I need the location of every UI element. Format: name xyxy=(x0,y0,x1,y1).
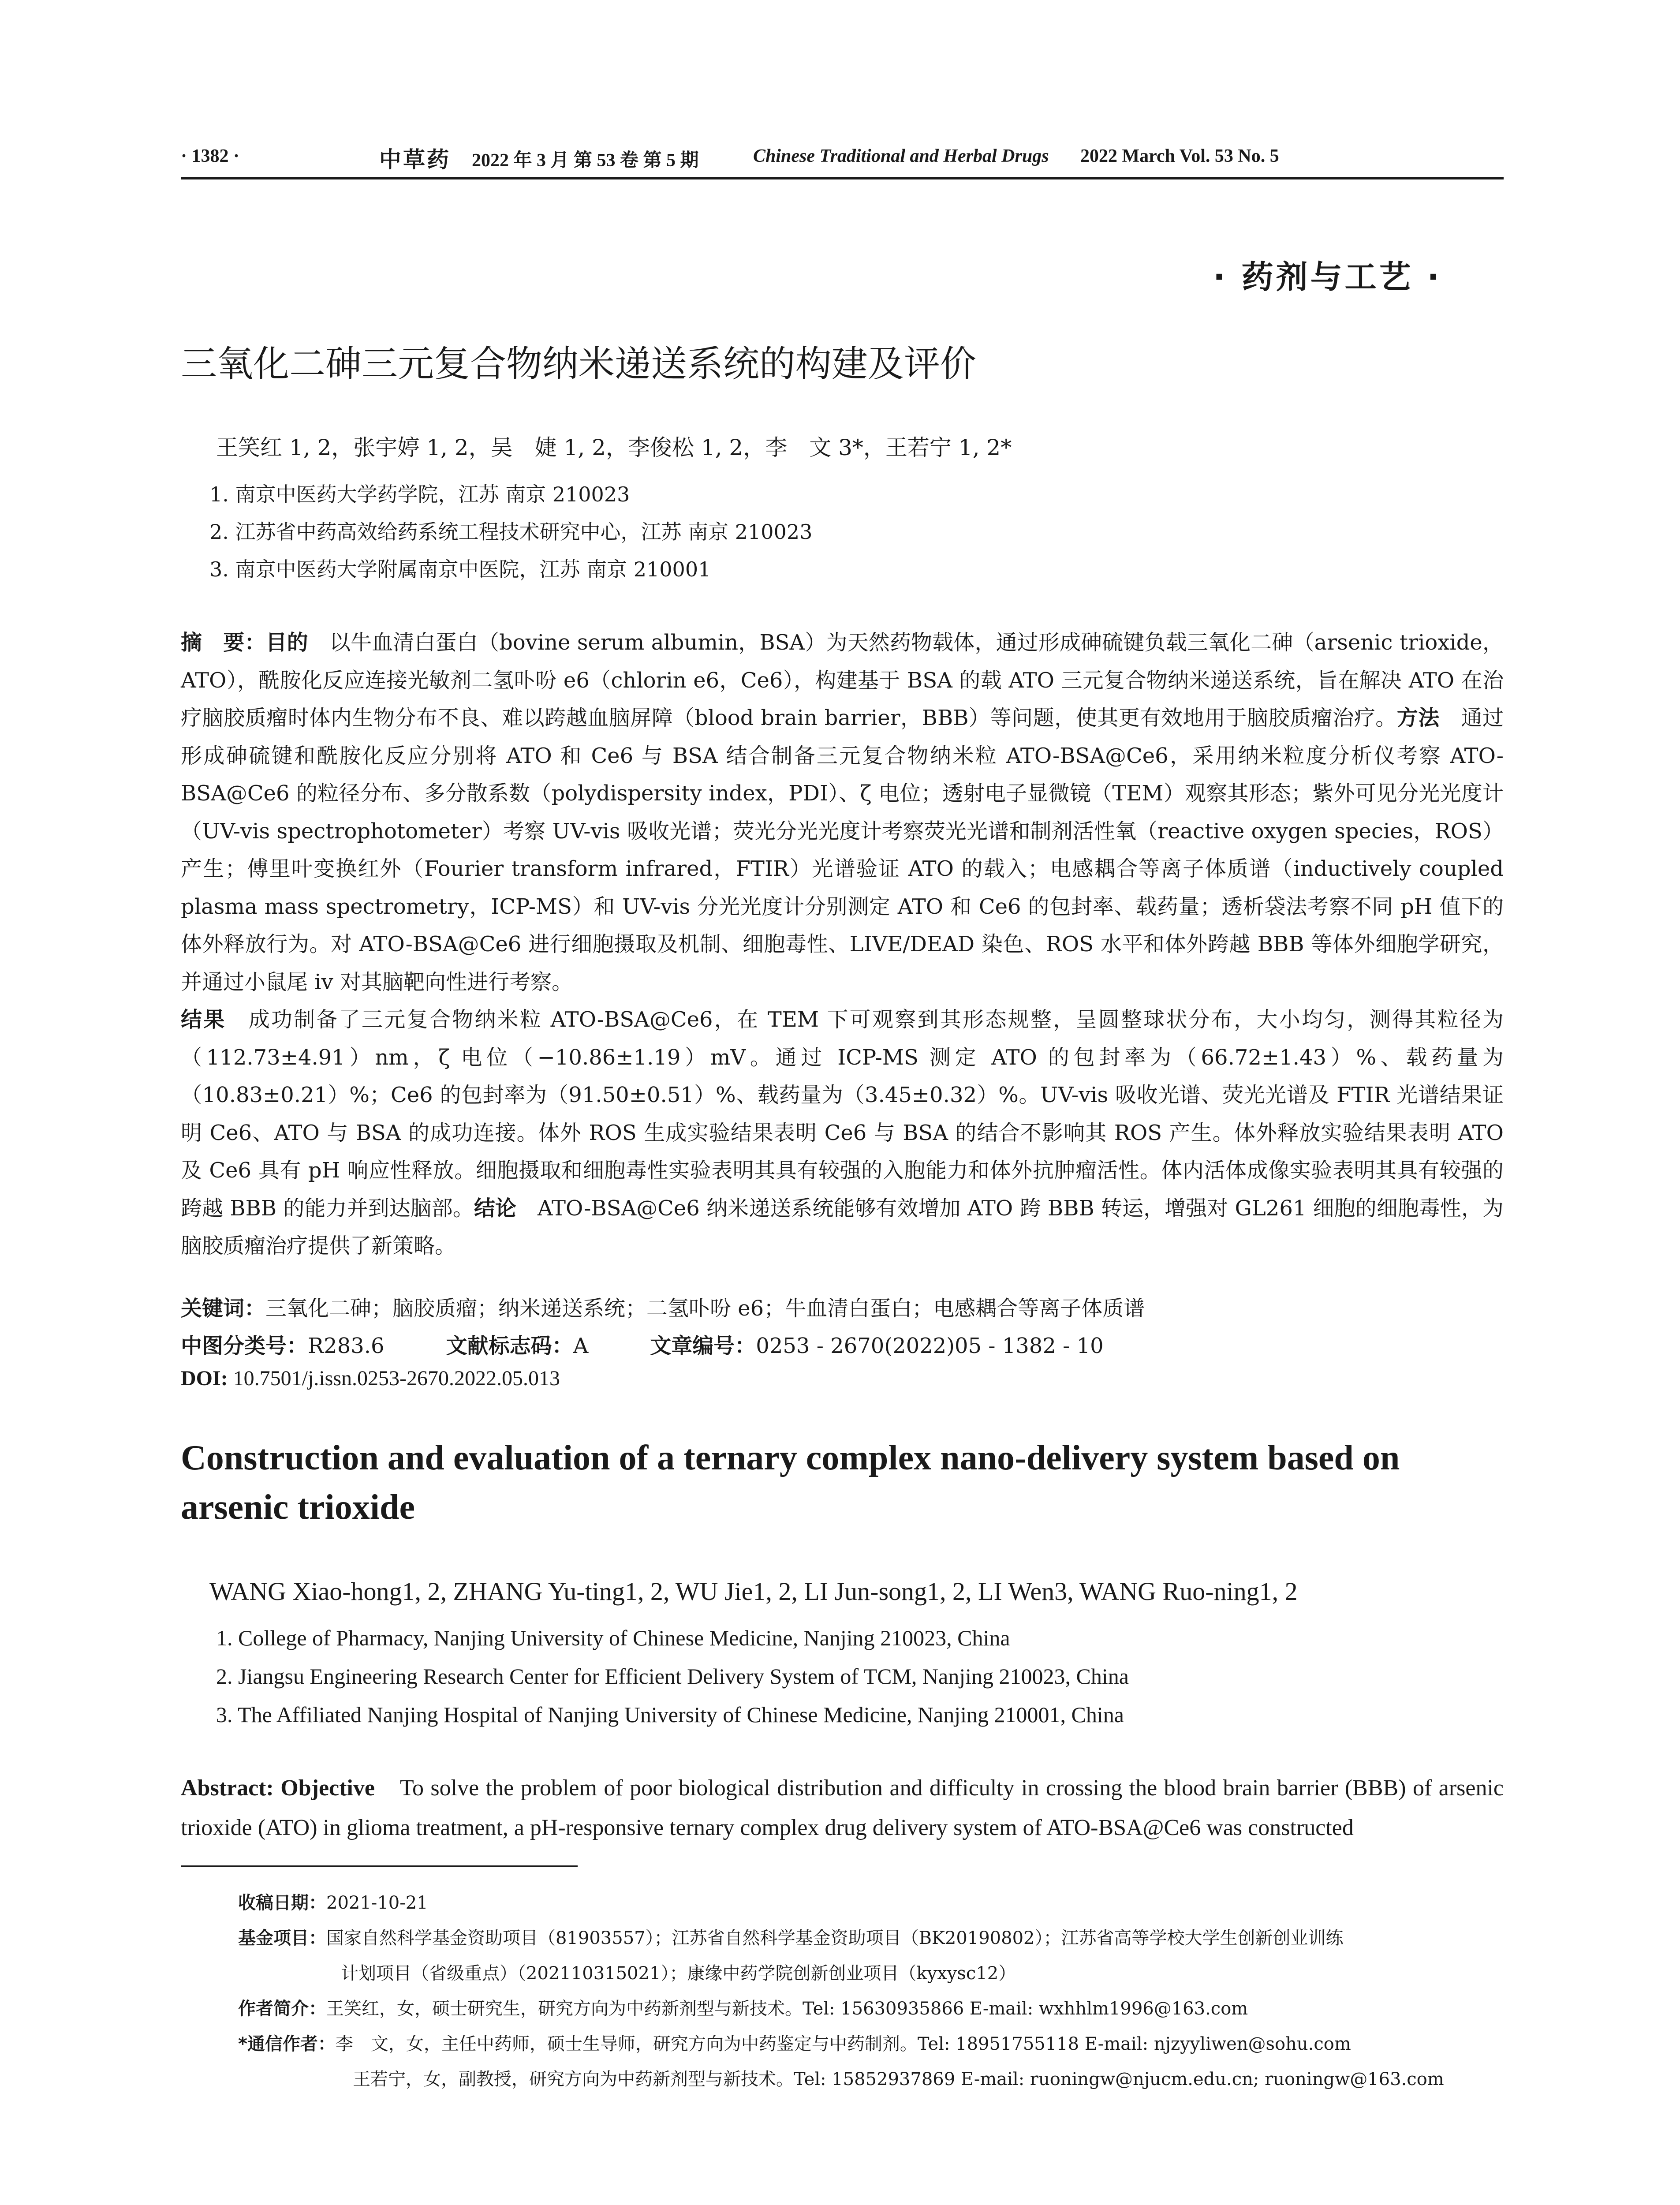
result-text: 成功制备了三元复合物纳米粒 ATO-BSA@Ce6，在 TEM 下可观察到其形态规整，呈圆整球状分布，大小均匀，测得其粒径为（112.73±4.91）nm，ζ 电位（−10.86±1.19）mV。通过 ICP-MS 测定 ATO 的包封率为（66.72±1.43）%、载药量为（10.83±0.21）%；Ce6 的包封率为（91.50±0.51）%、载药量为（3.45±0.32）%。UV-vis 吸收光谱、荧光光谱及 FTIR 光谱结果证明 Ce6、ATO 与 BSA 的成功连接。体外 ROS 生成实验结果表明 Ce6 与 BSA 的结合不影响其 ROS 产生。体外释放实验结果表明 ATO 及 Ce6 具有 pH 响应性释放。细胞摄取和细胞毒性实验表明其具有较强的入胞能力和体外抗肿瘤活性。体内活体成像实验表明其具有较强的跨越 BBB 的能力并到达脑部。 xyxy=(181,1007,1504,1221)
footnote-rule xyxy=(181,1865,578,1867)
abstract-en xyxy=(181,1768,1504,1848)
page-number: · 1382 · xyxy=(181,146,240,166)
issue-en: 2022 March Vol. 53 No. 5 xyxy=(1080,146,1279,166)
footnote-received xyxy=(238,1889,428,1914)
running-header xyxy=(181,146,1504,177)
conclusion-label: 结论 xyxy=(474,1196,516,1221)
footnote-corresponding-2: 王若宁，女，副教授，研究方向为中药新剂型与新技术。Tel: 15852937869 E-mail: ruoningw@njucm.edu.cn; ruoningw@163.com xyxy=(353,2069,1444,2089)
fund-text-1: 国家自然科学基金资助项目（81903557）；江苏省自然科学基金资助项目（BK20190802）；江苏省高等学校大学生创新创业训练 xyxy=(326,1928,1344,1948)
header-rule xyxy=(181,177,1504,179)
affiliation-cn-2: 2. 江苏省中药高效给药系统工程技术研究中心，江苏 南京 210023 xyxy=(209,520,813,544)
keywords-label: 关键词： xyxy=(181,1296,266,1321)
abstract-en-text: To solve the problem of poor biological distribution and difficulty in crossing the blood brain barrier (BBB) of arsenic trioxide (ATO) in glioma treatment, a pH-responsive ternary complex drug delivery system of ATO-BSA@Ce6 was constructed xyxy=(181,1775,1504,1840)
received-label: 收稿日期： xyxy=(238,1893,326,1913)
fund-label: 基金项目： xyxy=(238,1928,326,1948)
corresponding-label: *通信作者： xyxy=(238,2034,336,2054)
footnote-corresponding xyxy=(238,2030,1351,2055)
journal-name-cn: 中草药 xyxy=(379,147,451,172)
affiliation-cn-1: 1. 南京中医药大学药学院，江苏 南京 210023 xyxy=(209,482,630,506)
conclusion-text: ATO-BSA@Ce6 纳米递送系统能够有效增加 ATO 跨 BBB 转运，增强对 GL261 细胞的细胞毒性，为脑胶质瘤治疗提供了新策略。 xyxy=(181,1196,1504,1258)
objective-label: 目的 xyxy=(265,630,308,655)
footnote-fund-cont: 计划项目（省级重点）（202110315021）；康缘中药学院创新创业项目（kyxysc12） xyxy=(341,1963,1016,1984)
affiliation-cn-3: 3. 南京中医药大学附属南京中医院，江苏 南京 210001 xyxy=(209,557,711,581)
keywords xyxy=(181,1291,1145,1322)
doi-label: DOI: xyxy=(181,1367,228,1390)
doc-code-label: 文献标志码： xyxy=(446,1334,573,1358)
section-heading: · 药剂与工艺 · xyxy=(1213,258,1442,295)
result-label: 结果 xyxy=(181,1007,226,1032)
doc-code-value: A xyxy=(573,1334,589,1358)
classification xyxy=(181,1329,1104,1359)
abstract-en-label: Abstract: Objective xyxy=(181,1775,375,1801)
corresponding-text-1: 李 文，女，主任中药师，硕士生导师，研究方向为中药鉴定与中药制剂。Tel: 18951755118 E-mail: njzyyliwen@sohu.com xyxy=(335,2034,1351,2054)
authors-en xyxy=(209,1577,1298,1606)
method-label: 方法 xyxy=(1396,706,1440,730)
clc-label: 中图分类号： xyxy=(181,1334,308,1358)
affiliation-en-2: 2. Jiangsu Engineering Research Center for Efficient Delivery System of TCM, Nanjing 210023, China xyxy=(216,1664,1129,1689)
doi xyxy=(181,1366,560,1390)
author-bio-text: 王笑红，女，硕士研究生，研究方向为中药新剂型与新技术。Tel: 15630935866 E-mail: wxhhlm1996@163.com xyxy=(326,1999,1248,2019)
journal-name-en: Chinese Traditional and Herbal Drugs xyxy=(753,146,1049,166)
footnote-fund xyxy=(238,1924,1343,1949)
doi-value[interactable]: 10.7501/j.issn.0253-2670.2022.05.013 xyxy=(233,1367,560,1390)
affiliation-en-1: 1. College of Pharmacy, Nanjing University of Chinese Medicine, Nanjing 210023, China xyxy=(216,1626,1010,1650)
method-text: 通过形成砷硫键和酰胺化反应分别将 ATO 和 Ce6 与 BSA 结合制备三元复合物纳米粒 ATO-BSA@Ce6，采用纳米粒度分析仪考察 ATO-BSA@Ce6 的粒径分布、多分散系数（polydispersity index，PDI）、ζ 电位；透射电子显微镜（TEM）观察其形态；紫外可见分光光度计（UV-vis spectrophotometer）考察 UV-vis 吸收光谱；荧光分光光度计考察荧光光谱和制剂活性氧（reactive oxygen species，ROS）产生；傅里叶变换红外（Fourier transform infrared，FTIR）光谱验证 ATO 的载入；电感耦合等离子体质谱（inductively coupled plasma mass spectrometry，ICP-MS）和 UV-vis 分光光度计分别测定 ATO 和 Ce6 的包封率、载药量；透析袋法考察不同 pH 值下的体外释放行为。对 ATO-BSA@Ce6 进行细胞摄取及机制、细胞毒性、LIVE/DEAD 染色、ROS 水平和体外跨越 BBB 等体外细胞学研究，并通过小鼠尾 iv 对其脑靶向性进行考察。 xyxy=(181,706,1504,994)
author-bio-label: 作者简介： xyxy=(238,1999,326,2019)
article-title-cn: 三氧化二砷三元复合物纳米递送系统的构建及评价 xyxy=(181,343,977,385)
article-no-label: 文章编号： xyxy=(650,1334,756,1358)
issue-cn: 2022 年 3 月 第 53 卷 第 5 期 xyxy=(472,150,699,171)
abstract-label: 摘 要： xyxy=(181,630,266,655)
clc-value: R283.6 xyxy=(308,1334,385,1358)
objective-text: 以牛血清白蛋白（bovine serum albumin，BSA）为天然药物载体，通过形成砷硫键负载三氧化二砷（arsenic trioxide，ATO），酰胺化反应连接光敏剂二氢卟吩 e6（chlorin e6，Ce6），构建基于 BSA 的载 ATO 三元复合物纳米递送系统，旨在解决 ATO 在治疗脑胶质瘤时体内生物分布不良、难以跨越血脑屏障（blood brain barrier，BBB）等问题，使其更有效地用于脑胶质瘤治疗。 xyxy=(181,630,1504,730)
article-no-value: 0253 - 2670(2022)05 - 1382 - 10 xyxy=(756,1334,1104,1358)
keywords-value: 三氧化二砷；脑胶质瘤；纳米递送系统；二氢卟吩 e6；牛血清白蛋白；电感耦合等离子体质谱 xyxy=(265,1296,1145,1321)
affiliation-en-3: 3. The Affiliated Nanjing Hospital of Nanjing University of Chinese Medicine, Nanjing 210001, China xyxy=(216,1702,1124,1727)
received-date: 2021-10-21 xyxy=(326,1893,428,1913)
authors-en-text: WANG Xiao-hong1, 2, ZHANG Yu-ting1, 2, WU Jie1, 2, LI Jun-song1, 2, LI Wen3, WANG Ruo-ning1, 2 xyxy=(209,1577,1298,1606)
article-title-en: Construction and evaluation of a ternary complex nano-delivery system based on arsenic trioxide xyxy=(181,1439,1400,1527)
footnote-author xyxy=(238,1995,1248,2020)
authors-cn: 王笑红 1, 2，张宇婷 1, 2，吴 婕 1, 2，李俊松 1, 2，李 文 3*，王若宁 1, 2* xyxy=(216,435,1012,460)
abstract-cn xyxy=(181,624,1504,1265)
